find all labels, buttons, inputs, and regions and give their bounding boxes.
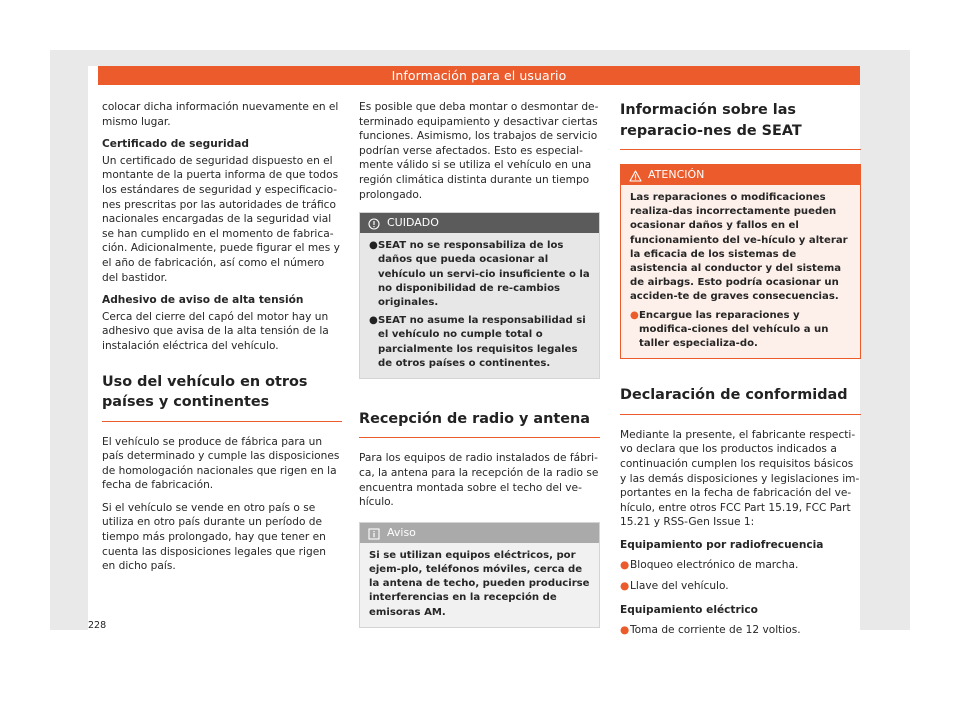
column-2 (359, 100, 600, 646)
caution-header (360, 213, 599, 233)
warning-text: Las reparaciones o modificaciones realiza-das incorrectamente pueden ocasionar daños y fallos en el funcionamiento del ve-hículo y alterar la eficacia de los sistemas de asistencia al conductor y del sistema de airbags. Esto podría ocasionar un acciden-te de graves consecuencias. (630, 192, 848, 303)
list-item: ● SEAT no se responsabiliza de los daños que pueda ocasionar al vehículo un servi-cio insuficiente o la no disponibilidad de re-cambios originales. (369, 240, 590, 308)
bullet-icon: ● (620, 559, 630, 572)
equipment-paragraph: Es posible que deba montar o desmontar de-terminado equipamiento y desactivar ciertas funciones. Asimismo, los trabajos de servicio podrían verse afectados. Esto es especial-mente válido si se utiliza el vehículo en una región climática distinta durante un tiempo prolongado. (359, 101, 599, 201)
note-header (360, 523, 599, 543)
electrical-equipment-subheading: Equipamiento eléctrico (620, 603, 758, 616)
bullet-icon: ● (369, 240, 378, 252)
note-body: Si se utilizan equipos eléctricos, por ejem-plo, teléfonos móviles, cerca de la antena de techo, pueden producirse interferencias en la recepción de emisoras AM. (360, 543, 599, 627)
circle-exclamation-icon (368, 217, 380, 229)
chapter-header: Información para el usuario (98, 66, 860, 85)
safety-certificate-subheading: Certificado de seguridad (102, 138, 249, 151)
list-item: ● Llave del vehículo. (620, 580, 729, 593)
list-item: ● Toma de corriente de 12 voltios. (620, 624, 801, 637)
radio-paragraph: Para los equipos de radio instalados de fábri-ca, la antena para la recepción de la radio se encuentra montada sobre el techo del ve-hículo. (359, 452, 599, 509)
warning-label: ATENCIÓN (648, 168, 705, 181)
warning-box (620, 164, 861, 359)
section-heading-repairs: Información sobre las reparacio-nes de SEAT (620, 100, 861, 150)
page-number: 228 (88, 620, 107, 631)
radio-equipment-subheading: Equipamiento por radiofrecuencia (620, 538, 824, 551)
list-item: ● SEAT no asume la responsabilidad si el vehículo no cumple total o parcialmente los requisitos legales de otros países o continentes. (369, 315, 586, 369)
bullet-icon: ● (369, 315, 378, 327)
high-voltage-subheading: Adhesivo de aviso de alta tensión (102, 294, 304, 307)
warning-header (621, 165, 860, 185)
list-item: ● Bloqueo electrónico de marcha. (620, 559, 799, 572)
note-label: Aviso (387, 525, 416, 539)
section-heading-conformity: Declaración de conformidad (620, 385, 861, 415)
warning-body (621, 185, 860, 358)
safety-certificate-paragraph: Un certificado de seguridad dispuesto en el montante de la puerta informa de que todos los estándares de seguridad y especificacio-nes prescritas por las autoridades de tráfico nacionales encargadas de la seguridad vial se han cumplido en el momento de fabrica-ción. Adicionalmente, puede figurar el mes y el año de fabricación, así como el número del bastidor. (102, 154, 340, 284)
intro-paragraph: colocar dicha información nuevamente en el mismo lugar. (102, 101, 339, 128)
warning-triangle-icon (629, 169, 641, 181)
section-heading-other-countries: Uso del vehículo en otros países y continentes (102, 372, 342, 422)
column-3 (620, 100, 861, 644)
note-box (359, 522, 600, 628)
info-icon (368, 527, 380, 539)
caution-box (359, 212, 600, 379)
conformity-paragraph: Mediante la presente, el fabricante respecti-vo declara que los productos indicados a continuación cumplen los requisitos básicos y las demás disposiciones y legislaciones im-portantes en la fecha de fabricación del ve-hículo, entre otros FCC Part 15.19, FCC Part 15.21 y RSS-Gen Issue 1: (620, 428, 860, 529)
high-voltage-paragraph: Cerca del cierre del capó del motor hay un adhesivo que avisa de la alta tensión de la instalación eléctrica del vehículo. (102, 310, 329, 352)
column-1 (102, 100, 342, 582)
bullet-icon: ● (620, 580, 630, 593)
caution-label: CUIDADO (387, 216, 439, 230)
other-countries-paragraph-1: El vehículo se produce de fábrica para un país determinado y cumple las disposiciones de homologación nacionales que rigen en la fecha de fabricación. (102, 435, 340, 492)
bullet-icon: ● (620, 624, 630, 637)
bullet-icon: ● (630, 309, 639, 321)
caution-body (360, 233, 599, 378)
other-countries-paragraph-2: Si el vehículo se vende en otro país o se utiliza en otro país durante un período de tiempo más prolongado, hay que tener en cuenta las disposiciones legales que rigen en dicho país. (102, 501, 326, 573)
list-item: ● Encargue las reparaciones y modifica-ciones del vehículo a un taller especializa-do. (630, 309, 829, 350)
section-heading-radio: Recepción de radio y antena (359, 409, 600, 439)
